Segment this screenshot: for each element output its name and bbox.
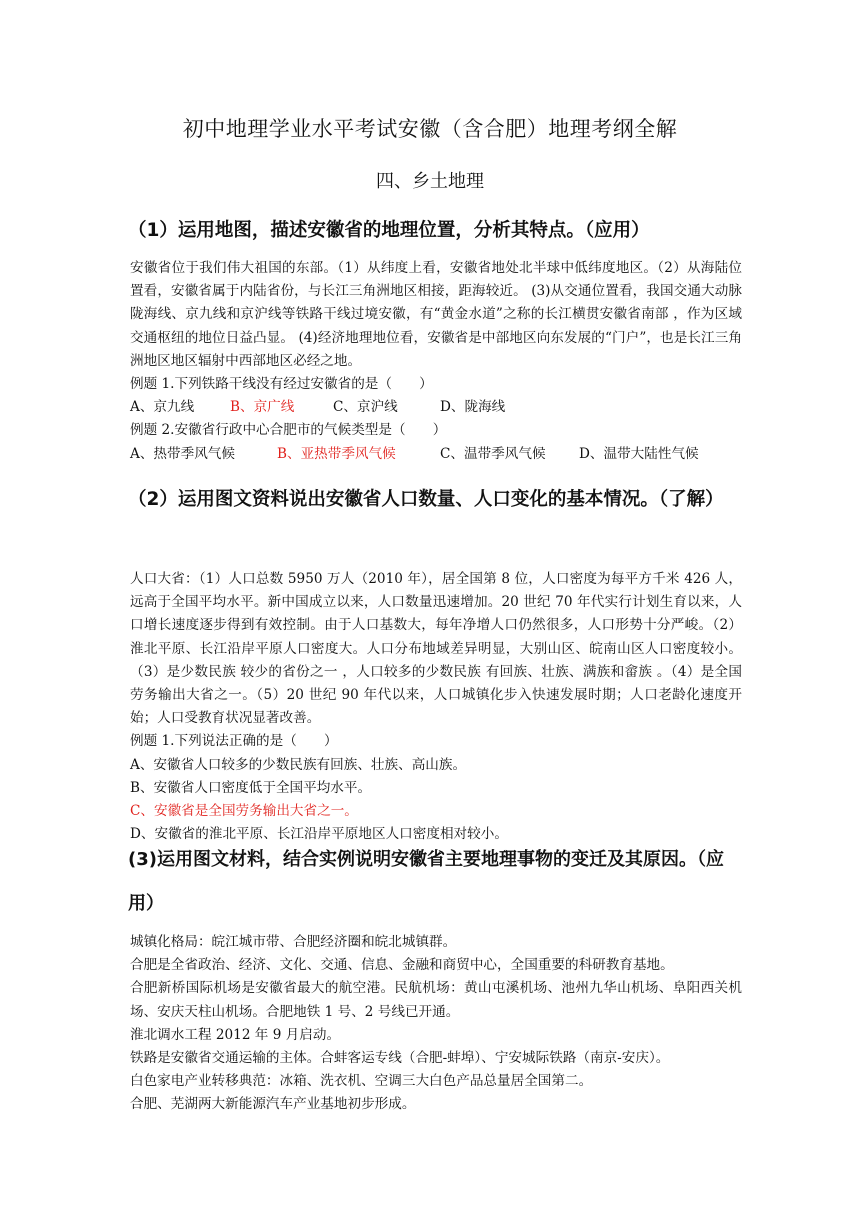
option-a: A、热带季风气候 bbox=[130, 445, 235, 462]
section-3-body bbox=[130, 931, 742, 1117]
option-b: B、安徽省人口密度低于全国平均水平。 bbox=[130, 779, 372, 796]
option-d: D、温带大陆性气候 bbox=[579, 445, 699, 462]
option-b-answer: B、京广线 bbox=[230, 399, 295, 416]
option-c: C、京沪线 bbox=[333, 399, 398, 416]
section-3-line: 城镇化格局：皖江城市带、合肥经济圈和皖北城镇群。 bbox=[130, 934, 457, 950]
section-1-question-2-options bbox=[130, 443, 742, 466]
section-3-line: 合肥、芜湖两大新能源汽车产业基地初步形成。 bbox=[130, 1096, 416, 1113]
section-1-body bbox=[130, 257, 742, 466]
section-3-line: 白色家电产业转移典范：冰箱、洗衣机、空调三大白色产品总量居全国第二。 bbox=[130, 1073, 593, 1090]
option-a: A、京九线 bbox=[130, 399, 195, 416]
section-2-paragraph: 人口大省：（1）人口总数 5950 万人（2010 年），居全国第 8 位，人口密度为每平方千米 426 人，远高于全国平均水平。新中国成立以来，人口数量迅速增加。20 世纪 70 年代实行计划生育以来，人口增长速度逐步得到有效控制。由于人口基数大，每年净增人口仍然很多，人口形势十分严峻。（2）淮北平原、长江沿岸平原人口密度大。人口分布地域差异明显，大别山区、皖南山区人口密度较小。 （3）是少数民族 较少的省份之一 ，人口较多的少数民族 有回族、壮族、满族和畲族 。（4）是全国劳务输出大省之一。（5）20 世纪 90 年代以来，人口城镇化步入快速发展时期；人口老龄化速度开始；人口受教育状况显著改善。 bbox=[130, 571, 742, 727]
section-1-paragraph: 安徽省位于我们伟大祖国的东部。（1）从纬度上看，安徽省地处北半球中低纬度地区。（2）从海陆位置看，安徽省属于内陆省份，与长江三角洲地区相接，距海较近。 (3)从交通位置看，我国交通大动脉陇海线、京九线和京沪线等铁路干线过境安徽，有“黄金水道”之称的长江横贯安徽省南部 ，作为区域交通枢纽的地位日益凸显。 (4)经济地理地位看，安徽省是中部地区向东发展的“门户”，也是长江三角洲地区地区辐射中西部地区必经之地。 bbox=[130, 260, 742, 369]
section-2-body bbox=[130, 568, 742, 846]
option-c: C、温带季风气候 bbox=[440, 445, 546, 462]
option-c-answer: C、安徽省是全国劳务输出大省之一。 bbox=[130, 803, 358, 820]
section-2-heading: （2）运用图文资料说出安徽省人口数量、人口变化的基本情况。（了解） bbox=[128, 489, 724, 510]
section-3-line: 合肥是全省政治、经济、文化、交通、信息、金融和商贸中心，全国重要的科研教育基地。 bbox=[130, 957, 674, 974]
section-3-line: 淮北调水工程 2012 年 9 月启动。 bbox=[130, 1026, 341, 1043]
section-3-line: 铁路是安徽省交通运输的主体。合蚌客运专线（合肥-蚌埠）、宁安城际铁路（南京-安庆）。 bbox=[130, 1050, 670, 1067]
option-b-answer: B、亚热带季风气候 bbox=[277, 445, 396, 462]
section-2-question-1: 例题 1.下列说法正确的是（ ） bbox=[130, 733, 338, 750]
chapter-subtitle: 四、乡土地理 bbox=[376, 171, 484, 192]
document-title: 初中地理学业水平考试安徽（含合肥）地理考纲全解 bbox=[182, 117, 678, 141]
section-1-heading: （1）运用地图，描述安徽省的地理位置，分析其特点。（应用） bbox=[128, 220, 650, 241]
option-d: D、陇海线 bbox=[440, 399, 506, 416]
section-3-line: 合肥新桥国际机场是安徽省最大的航空港。民航机场：黄山屯溪机场、池州九华山机场、阜阳西关机场、安庆天柱山机场。合肥地铁 1 号、2 号线已开通。 bbox=[130, 980, 742, 1020]
section-3-heading: (3)运用图文材料，结合实例说明安徽省主要地理事物的变迁及其原因。（应用） bbox=[128, 849, 724, 914]
section-1-question-2: 例题 2.安徽省行政中心合肥市的气候类型是（ ） bbox=[130, 422, 447, 439]
section-1-question-1: 例题 1.下列铁路干线没有经过安徽省的是（ ） bbox=[130, 376, 433, 393]
option-d: D、安徽省的淮北平原、长江沿岸平原地区人口密度相对较小。 bbox=[130, 826, 508, 843]
section-1-question-1-options bbox=[130, 396, 742, 419]
option-a: A、安徽省人口较多的少数民族有回族、壮族、高山族。 bbox=[130, 756, 467, 773]
